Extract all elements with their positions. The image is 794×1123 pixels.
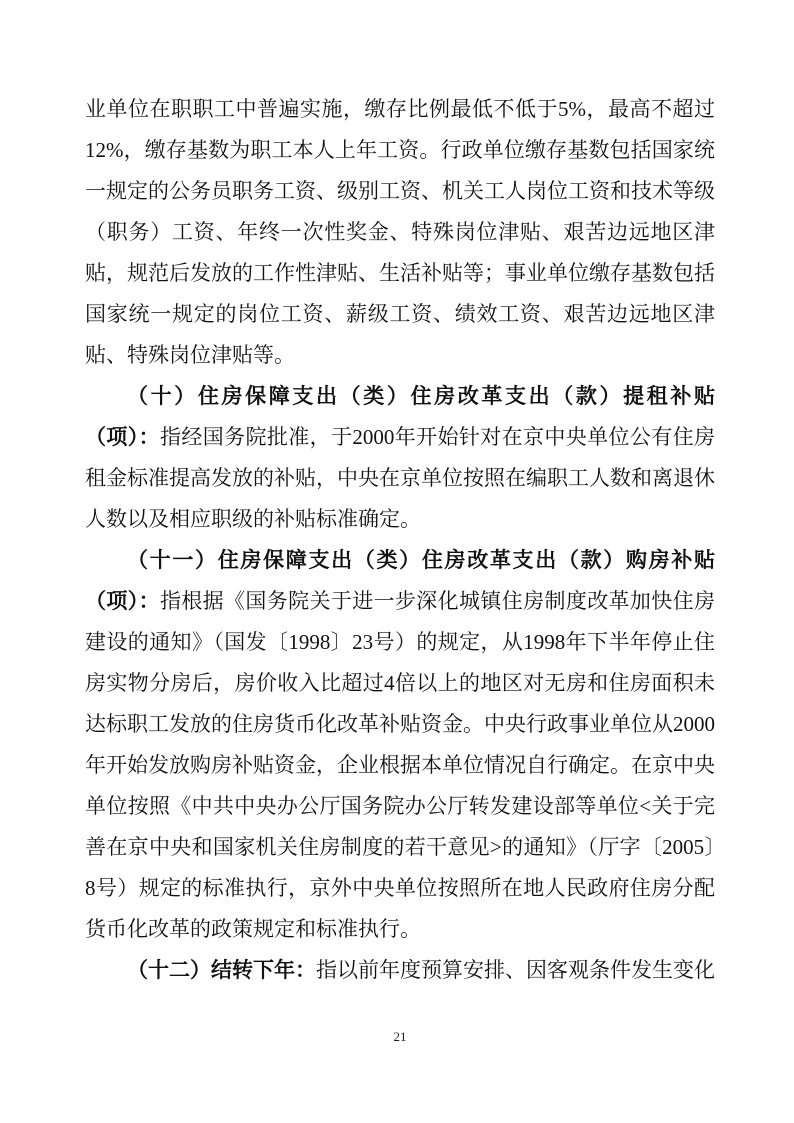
item-11-body-text: 指根据《国务院关于进一步深化城镇住房制度改革加快住房建设的通知》（国发〔1998〕23号）的规定，从1998年下半年停止住房实物分房后，房价收入比超过4倍以上的地区对无房和住房面积未达标职工发放的住房货币化改革补贴资金。中央行政事业单位从2000年开始发放购房补贴资金，企业根据本单位情况自行确定。在京中央单位按照《中共中央办公厅国务院办公厅转发建设部等单位<关于完善在京中央和国家机关住房制度的若干意见>的通知》（厅字〔2005〕8号）规定的标准执行，京外中央单位按照所在地人民政府住房分配货币化改革的政策规定和标准执行。	[85, 589, 716, 941]
item-11-heading: （十一）住房保障支出（类）住房改革支出（款）购房补贴（项）：	[85, 548, 715, 613]
item-10-heading: （十）住房保障支出（类）住房改革支出（款）提租补贴（项）：	[85, 384, 715, 449]
paragraph-item-12-carryover	[85, 950, 715, 991]
paragraph-housing-fund-continuation	[85, 89, 715, 376]
document-body	[85, 89, 715, 991]
paragraph-item-11-home-purchase-subsidy	[85, 540, 715, 950]
paragraph-item-10-rent-increase-subsidy	[85, 376, 715, 540]
page-number: 21	[393, 1029, 407, 1044]
item-10-body-text: 指经国务院批准，于2000年开始针对在京中央单位公有住房租金标准提高发放的补贴，中央在京单位按照在编职工人数和离退休人数以及相应职级的补贴标准确定。	[85, 425, 715, 531]
page-footer	[85, 1028, 715, 1046]
item-12-heading: （十二）结转下年：	[127, 958, 316, 982]
item-12-body-text: 指以前年度预算安排、因客观条件发生变化	[316, 958, 715, 982]
paragraph-text: 业单位在职职工中普遍实施，缴存比例最低不低于5%，最高不超过12%，缴存基数为职工本人上年工资。行政单位缴存基数包括国家统一规定的公务员职务工资、级别工资、机关工人岗位工资和技术等级（职务）工资、年终一次性奖金、特殊岗位津贴、艰苦边远地区津贴，规范后发放的工作性津贴、生活补贴等；事业单位缴存基数包括国家统一规定的岗位工资、薪级工资、绩效工资、艰苦边远地区津贴、特殊岗位津贴等。	[85, 97, 715, 367]
